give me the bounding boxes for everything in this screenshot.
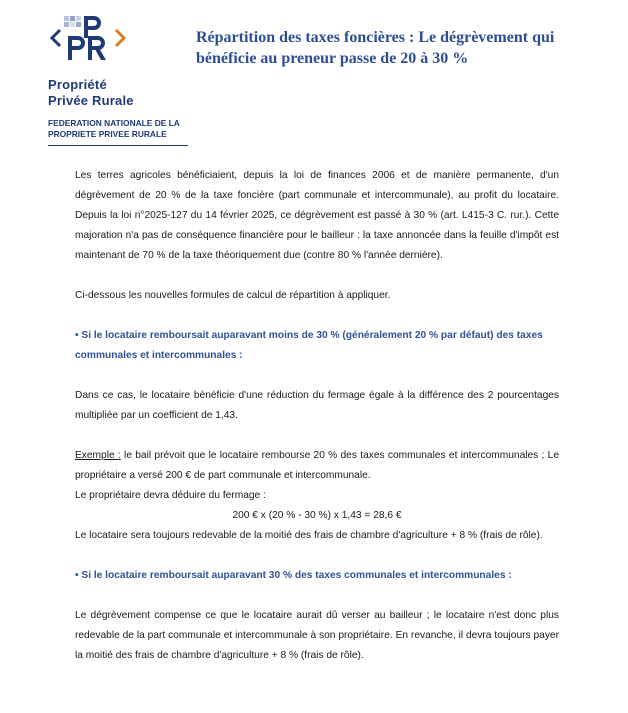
header-divider [48, 145, 188, 146]
example-text: le bail prévoit que le locataire rembourse 20 % des taxes communales et intercommunales ; Le propriétaire a versé 200 € de part communale et intercommunale. [75, 450, 559, 481]
case1-heading: • Si le locataire remboursait auparavant moins de 30 % (généralement 20 % par défaut) des taxes communales et intercommunales : [75, 330, 543, 361]
federation-name [48, 118, 180, 140]
example-line2: Le propriétaire devra déduire du fermage : [75, 490, 266, 501]
ppr-logo-mark-icon [48, 10, 128, 72]
formula: 200 € x (20 % - 30 %) x 1,43 = 28,6 € [232, 510, 402, 521]
case2-heading: • Si le locataire remboursait auparavant 30 % des taxes communales et intercommunales : [75, 570, 512, 581]
formulas-intro: Ci-dessous les nouvelles formules de calcul de répartition à appliquer. [75, 290, 391, 301]
example-paragraph [75, 446, 559, 486]
logo-text-line2: Privée Rurale [48, 93, 134, 108]
case1-text: Dans ce cas, le locataire bénéficie d'une réduction du fermage égale à la différence des 2 pourcentages multipliée par un coefficient de 1,43. [75, 390, 559, 421]
federation-line1: FEDERATION NATIONALE DE LA [48, 118, 180, 128]
case1-footer: Le locataire sera toujours redevable de la moitié des frais de chambre d'agriculture + 8 % (frais de rôle). [75, 530, 543, 541]
logo-text-line1: Propriété [48, 77, 107, 92]
case2-text: Le dégrèvement compense ce que le locataire aurait dû verser au bailleur ; le locataire n'est donc plus redevable de la part communale et intercommunale à son propriétaire. En revanche, il devra toujours payer la moitié des frais de chambre d'agriculture + 8 % (frais de rôle). [75, 610, 559, 661]
document-body [75, 166, 559, 666]
example-label: Exemple : [75, 450, 121, 461]
federation-line2: PROPRIETE PRIVEE RURALE [48, 129, 167, 139]
page-title: Répartition des taxes foncières : Le dégrèvement qui bénéficie au preneur passe de 20 à 30 % [196, 29, 555, 67]
intro-paragraph: Les terres agricoles bénéficiaient, depuis la loi de finances 2006 et de manière permanente, d'un dégrèvement de 20 % de la taxe foncière (part communale et intercommunale), au profit du locataire. Depuis la loi n°2025-127 du 14 février 2025, ce dégrèvement est passé à 30 % (art. L415-3 C. rur.). Cette majoration n'a pas de conséquence financière pour le bailleur : la taxe annoncée dans la feuille d'impôt est maintenant de 70 % de la taxe théoriquement due (contre 80 % l'année dernière). [75, 170, 559, 261]
